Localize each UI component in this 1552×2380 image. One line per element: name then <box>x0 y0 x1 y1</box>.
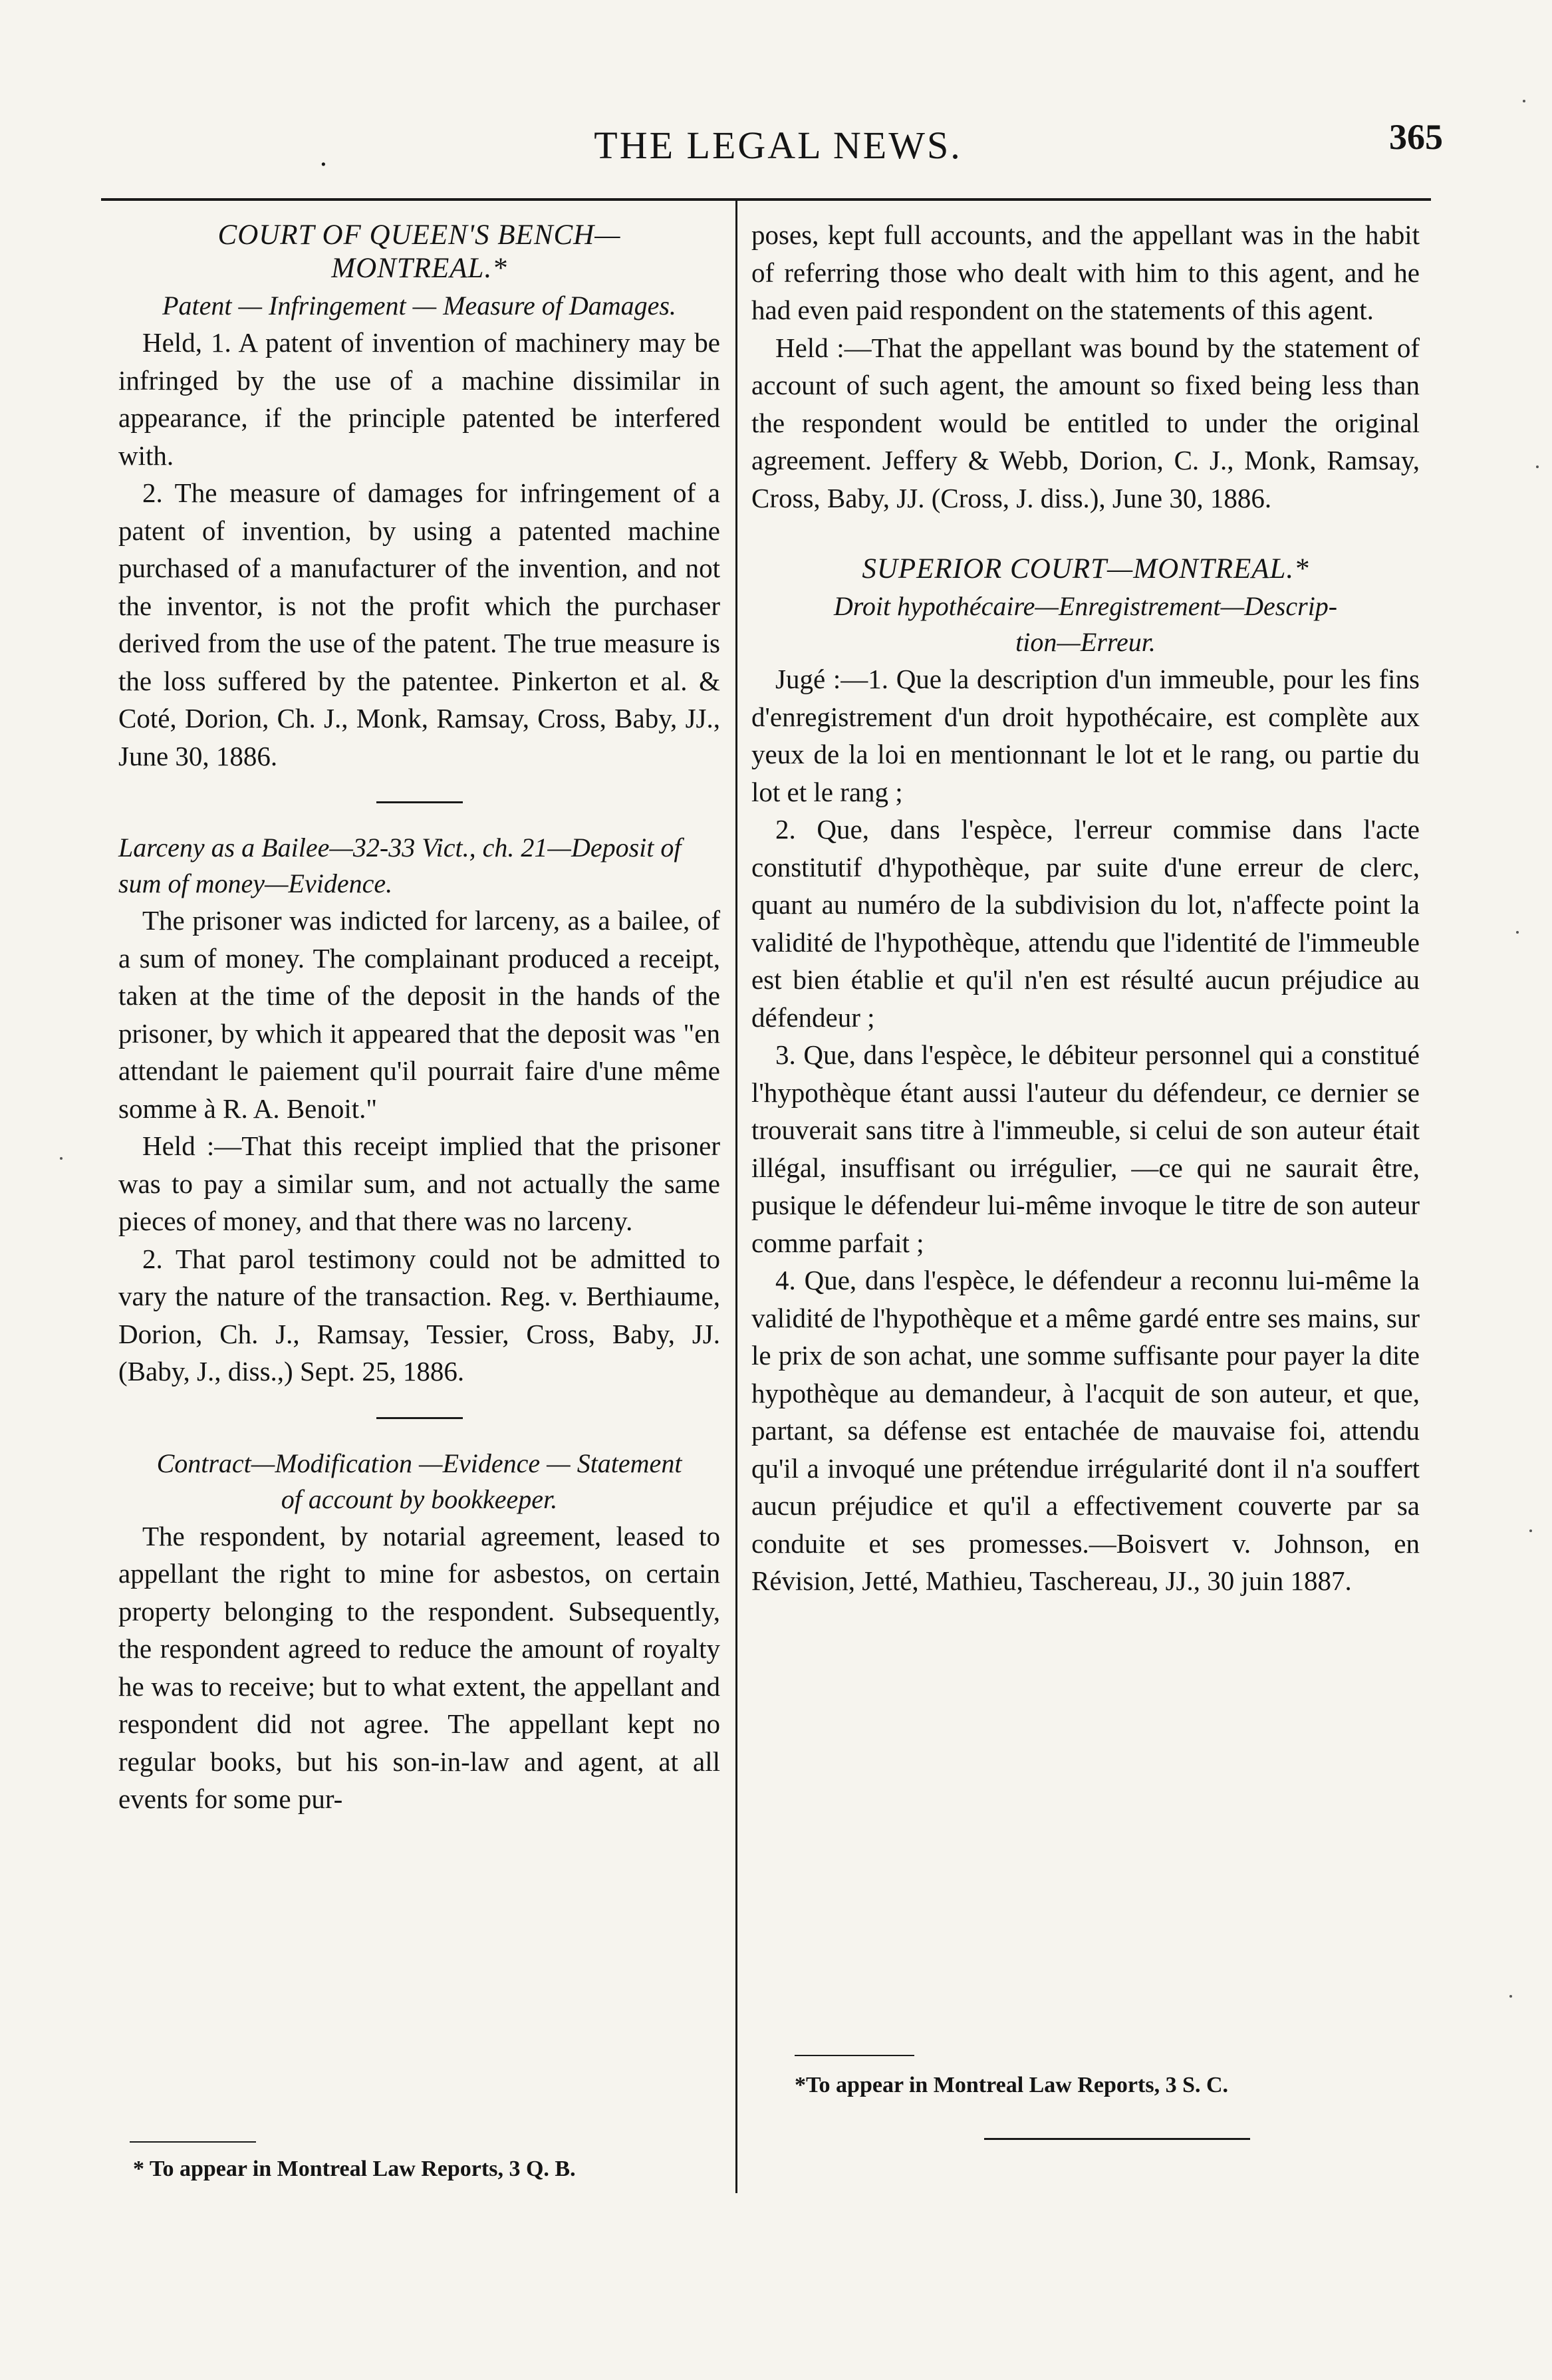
case3-para-1: The respondent, by notarial agreement, leased to appellant the right to mine for asbestos, on certain property belonging to the respondent. Subsequently, the respondent agreed to reduce the amount of royalty he was to receive; but to what extent, the appellant and respondent did not agree. The appellant kept no regular books, but his son-in-law and agent, at all events for some pur- <box>118 1520 720 1814</box>
running-title: THE LEGAL NEWS. <box>594 124 962 167</box>
case2-para-2: Held :—That this receipt implied that the prisoner was to pay a similar sum, and not actually the same pieces of money, and that there was no larceny. <box>118 1130 720 1236</box>
left-footnote-rule <box>130 2141 256 2143</box>
case3-heading-2: of account by bookkeeper. <box>281 1484 558 1514</box>
court-heading-qb-1: COURT OF QUEEN'S BENCH— <box>217 219 621 251</box>
page-number: 365 <box>1389 117 1443 157</box>
court-heading-superior: SUPERIOR COURT—MONTREAL.* <box>862 553 1309 585</box>
scan-speckle <box>1536 465 1539 468</box>
held-para: Held :—That the appellant was bound by the statement of account of such agent, the amount so fixed being less than the respondent would be entitled to under the original agreement. Jeffery & Webb, Dorion, C. J., Monk, Ramsay, Cross, Baby, JJ. (Cross, J. diss.), June 30, 1886. <box>751 332 1420 513</box>
scan-speckle <box>1509 1995 1512 1998</box>
case1-heading: Patent — Infringement — Measure of Damages. <box>162 291 676 321</box>
court-heading-qb-2: MONTREAL.* <box>331 253 507 284</box>
column-divider <box>735 198 737 2193</box>
case2-para-3: 2. That parol testimony could not be admitted to vary the nature of the transaction. Reg. v. Berthiaume, Dorion, Ch. J., Ramsay, Tessier, Cross, Baby, JJ. (Baby, J., diss.,) Sept. 25, 1886. <box>118 1243 720 1387</box>
header-dot: . <box>319 142 328 172</box>
case4-para-3: 3. Que, dans l'espèce, le débiteur personnel qui a constitué l'hypothèque étant aussi l'auteur du défendeur, ce dernier se trouverait sans titre à l'immeuble, si celui de son auteur était illégal, insuffisant ou irrégulier, —ce qui ne saurait être, pusique le défendeur lui-même invoque le titre de son auteur comme parfait ; <box>751 1039 1420 1258</box>
page-header <box>100 116 1456 176</box>
right-footnote: *To appear in Montreal Law Reports, 3 S. C. <box>795 2073 1229 2097</box>
case4-para-4: 4. Que, dans l'espèce, le défendeur a reconnu lui-même la validité de l'hypothèque et a même gardé entre ses mains, sur le prix de son achat, une somme suffisante pour payer la dite hypothèque au demandeur, à l'acquit de son auteur, et que, partant, sa défense est entachée de mauvaise foi, attendu qu'il a invoqué une prétendue irrégularité dont il n'a souffert aucun préjudice et qu'il a effectivement couverte par sa conduite et ses promesses.—Boisvert v. Johnson, en Révision, Jetté, Mathieu, Taschereau, JJ., 30 juin 1887. <box>751 1265 1420 1596</box>
right-bottom-rule <box>984 2138 1250 2140</box>
case4-para-1: Jugé :—1. Que la description d'un immeuble, pour les fins d'enregistrement d'un droit hypothécaire, est complète aux yeux de la loi en mentionnant le lot et le rang, ou partie du lot et le rang ; <box>751 664 1420 807</box>
case4-heading-2: tion—Erreur. <box>1015 627 1156 657</box>
separator <box>376 801 463 803</box>
separator <box>376 1417 463 1419</box>
scan-speckle <box>1516 931 1519 934</box>
scan-speckle <box>1529 1529 1532 1532</box>
spacer <box>751 517 1420 550</box>
case3-heading-1: Contract—Modification —Evidence — Statement <box>156 1448 682 1478</box>
left-column <box>118 216 720 1818</box>
case2-heading: Larceny as a Bailee—32-33 Vict., ch. 21—Deposit of sum of money—Evidence. <box>118 833 682 898</box>
right-footnote-rule <box>795 2055 914 2056</box>
case2-para-1: The prisoner was indicted for larceny, as a bailee, of a sum of money. The complainant produced a receipt, taken at the time of the deposit in the hands of the prisoner, by which it appeared that the deposit was "en attendant le paiement qu'il pourrait faire d'une même somme à R. A. Benoit." <box>118 905 720 1124</box>
scan-speckle <box>1523 100 1525 102</box>
case4-heading-1: Droit hypothécaire—Enregistrement—Descrip- <box>833 591 1338 621</box>
left-footnote: * To appear in Montreal Law Reports, 3 Q. B. <box>133 2157 576 2181</box>
header-rule <box>101 198 1431 201</box>
scan-speckle <box>60 1157 63 1160</box>
case4-para-2: 2. Que, dans l'espèce, l'erreur commise dans l'acte constitutif d'hypothèque, par suite d'une erreur de clerc, quant au numéro de la subdivision du lot, n'affecte point la validité de l'hypothèque, attendu que l'identité de l'immeuble est bien établie et qu'il n'en est résulté aucun préjudice au défendeur ; <box>751 814 1420 1033</box>
continued-para: poses, kept full accounts, and the appellant was in the habit of referring those who dealt with him to this agent, and he had even paid respondent on the statements of this agent. <box>751 219 1420 325</box>
case1-para-2: 2. The measure of damages for infringement of a patent of invention, by using a patented machine purchased of a manufacturer of the invention, and not the inventor, is not the profit which the purchaser derived from the use of the patent. The true measure is the loss suffered by the patentee. Pinkerton et al. & Coté, Dorion, Ch. J., Monk, Ramsay, Cross, Baby, JJ., June 30, 1886. <box>118 477 720 771</box>
case1-para-1: Held, 1. A patent of invention of machinery may be infringed by the use of a machine dissimilar in appearance, if the principle patented be interfered with. <box>118 327 720 471</box>
right-column <box>751 216 1420 1600</box>
